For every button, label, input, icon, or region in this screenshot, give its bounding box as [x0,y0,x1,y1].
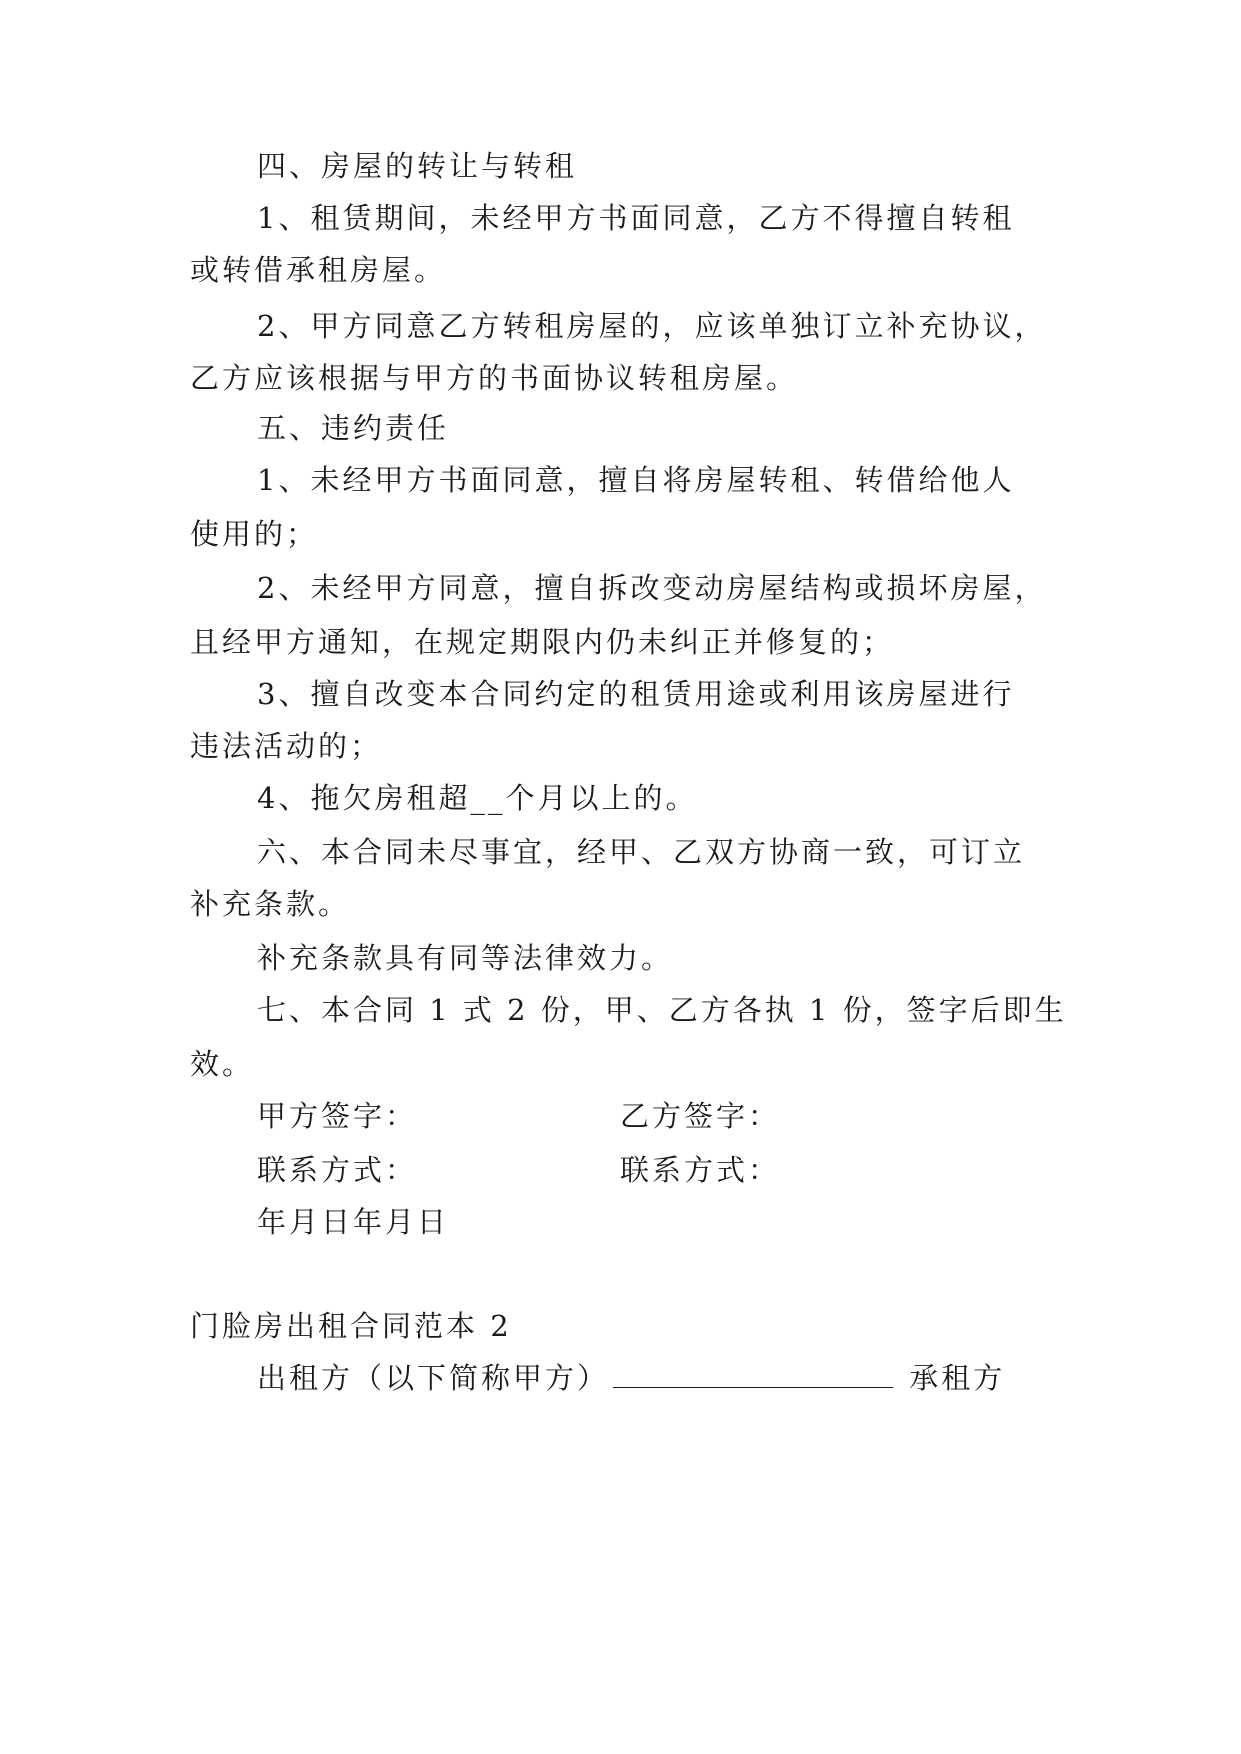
party-b-contact-label: 联系方式： [620,1153,781,1187]
section-4-item-1-cont: 或转借承租房屋。 [190,253,447,287]
lessor-label: 出租方（以下简称甲方） [257,1361,610,1395]
template-2-title: 门脸房出租合同范本 2 [190,1309,512,1343]
section-5-item-3: 3、擅自改变本合同约定的租赁用途或利用该房屋进行 [257,677,1015,711]
section-4-item-1: 1、租赁期间，未经甲方书面同意，乙方不得擅自转租 [257,201,1015,235]
section-5-item-2-cont: 且经甲方通知，在规定期限内仍未纠正并修复的； [190,625,895,659]
section-6-line-1: 六、本合同未尽事宜，经甲、乙双方协商一致，可订立 [257,835,1026,869]
section-5-heading: 五、违约责任 [257,411,450,445]
party-a-contact-label: 联系方式： [257,1153,418,1187]
party-a-signature-label: 甲方签字： [257,1099,418,1133]
section-6-line-3: 补充条款具有同等法律效力。 [257,941,674,975]
section-5-item-1: 1、未经甲方书面同意，擅自将房屋转租、转借给他人 [257,463,1015,497]
lessee-label: 承租方 [909,1361,1006,1395]
section-4-heading: 四、房屋的转让与转租 [257,149,578,183]
signature-dates: 年月日年月日 [257,1205,450,1239]
section-6-line-2: 补充条款。 [190,887,351,921]
section-7-line-2: 效。 [190,1047,255,1081]
section-4-item-2-cont: 乙方应该根据与甲方的书面协议转租房屋。 [190,361,799,395]
party-b-signature-label: 乙方签字： [620,1099,781,1133]
lessor-blank [613,1359,893,1388]
section-5-item-2: 2、未经甲方同意，擅自拆改变动房屋结构或损坏房屋， [257,571,1047,605]
section-4-item-2: 2、甲方同意乙方转租房屋的，应该单独订立补充协议， [257,309,1047,343]
section-7-line-1: 七、本合同 1 式 2 份，甲、乙方各执 1 份，签字后即生 [257,993,1067,1027]
template-2-parties-line [257,1358,1005,1398]
section-5-item-4: 4、拖欠房租超__个月以上的。 [257,781,698,815]
section-5-item-1-cont: 使用的； [190,517,319,551]
section-5-item-3-cont: 违法活动的； [190,729,383,763]
